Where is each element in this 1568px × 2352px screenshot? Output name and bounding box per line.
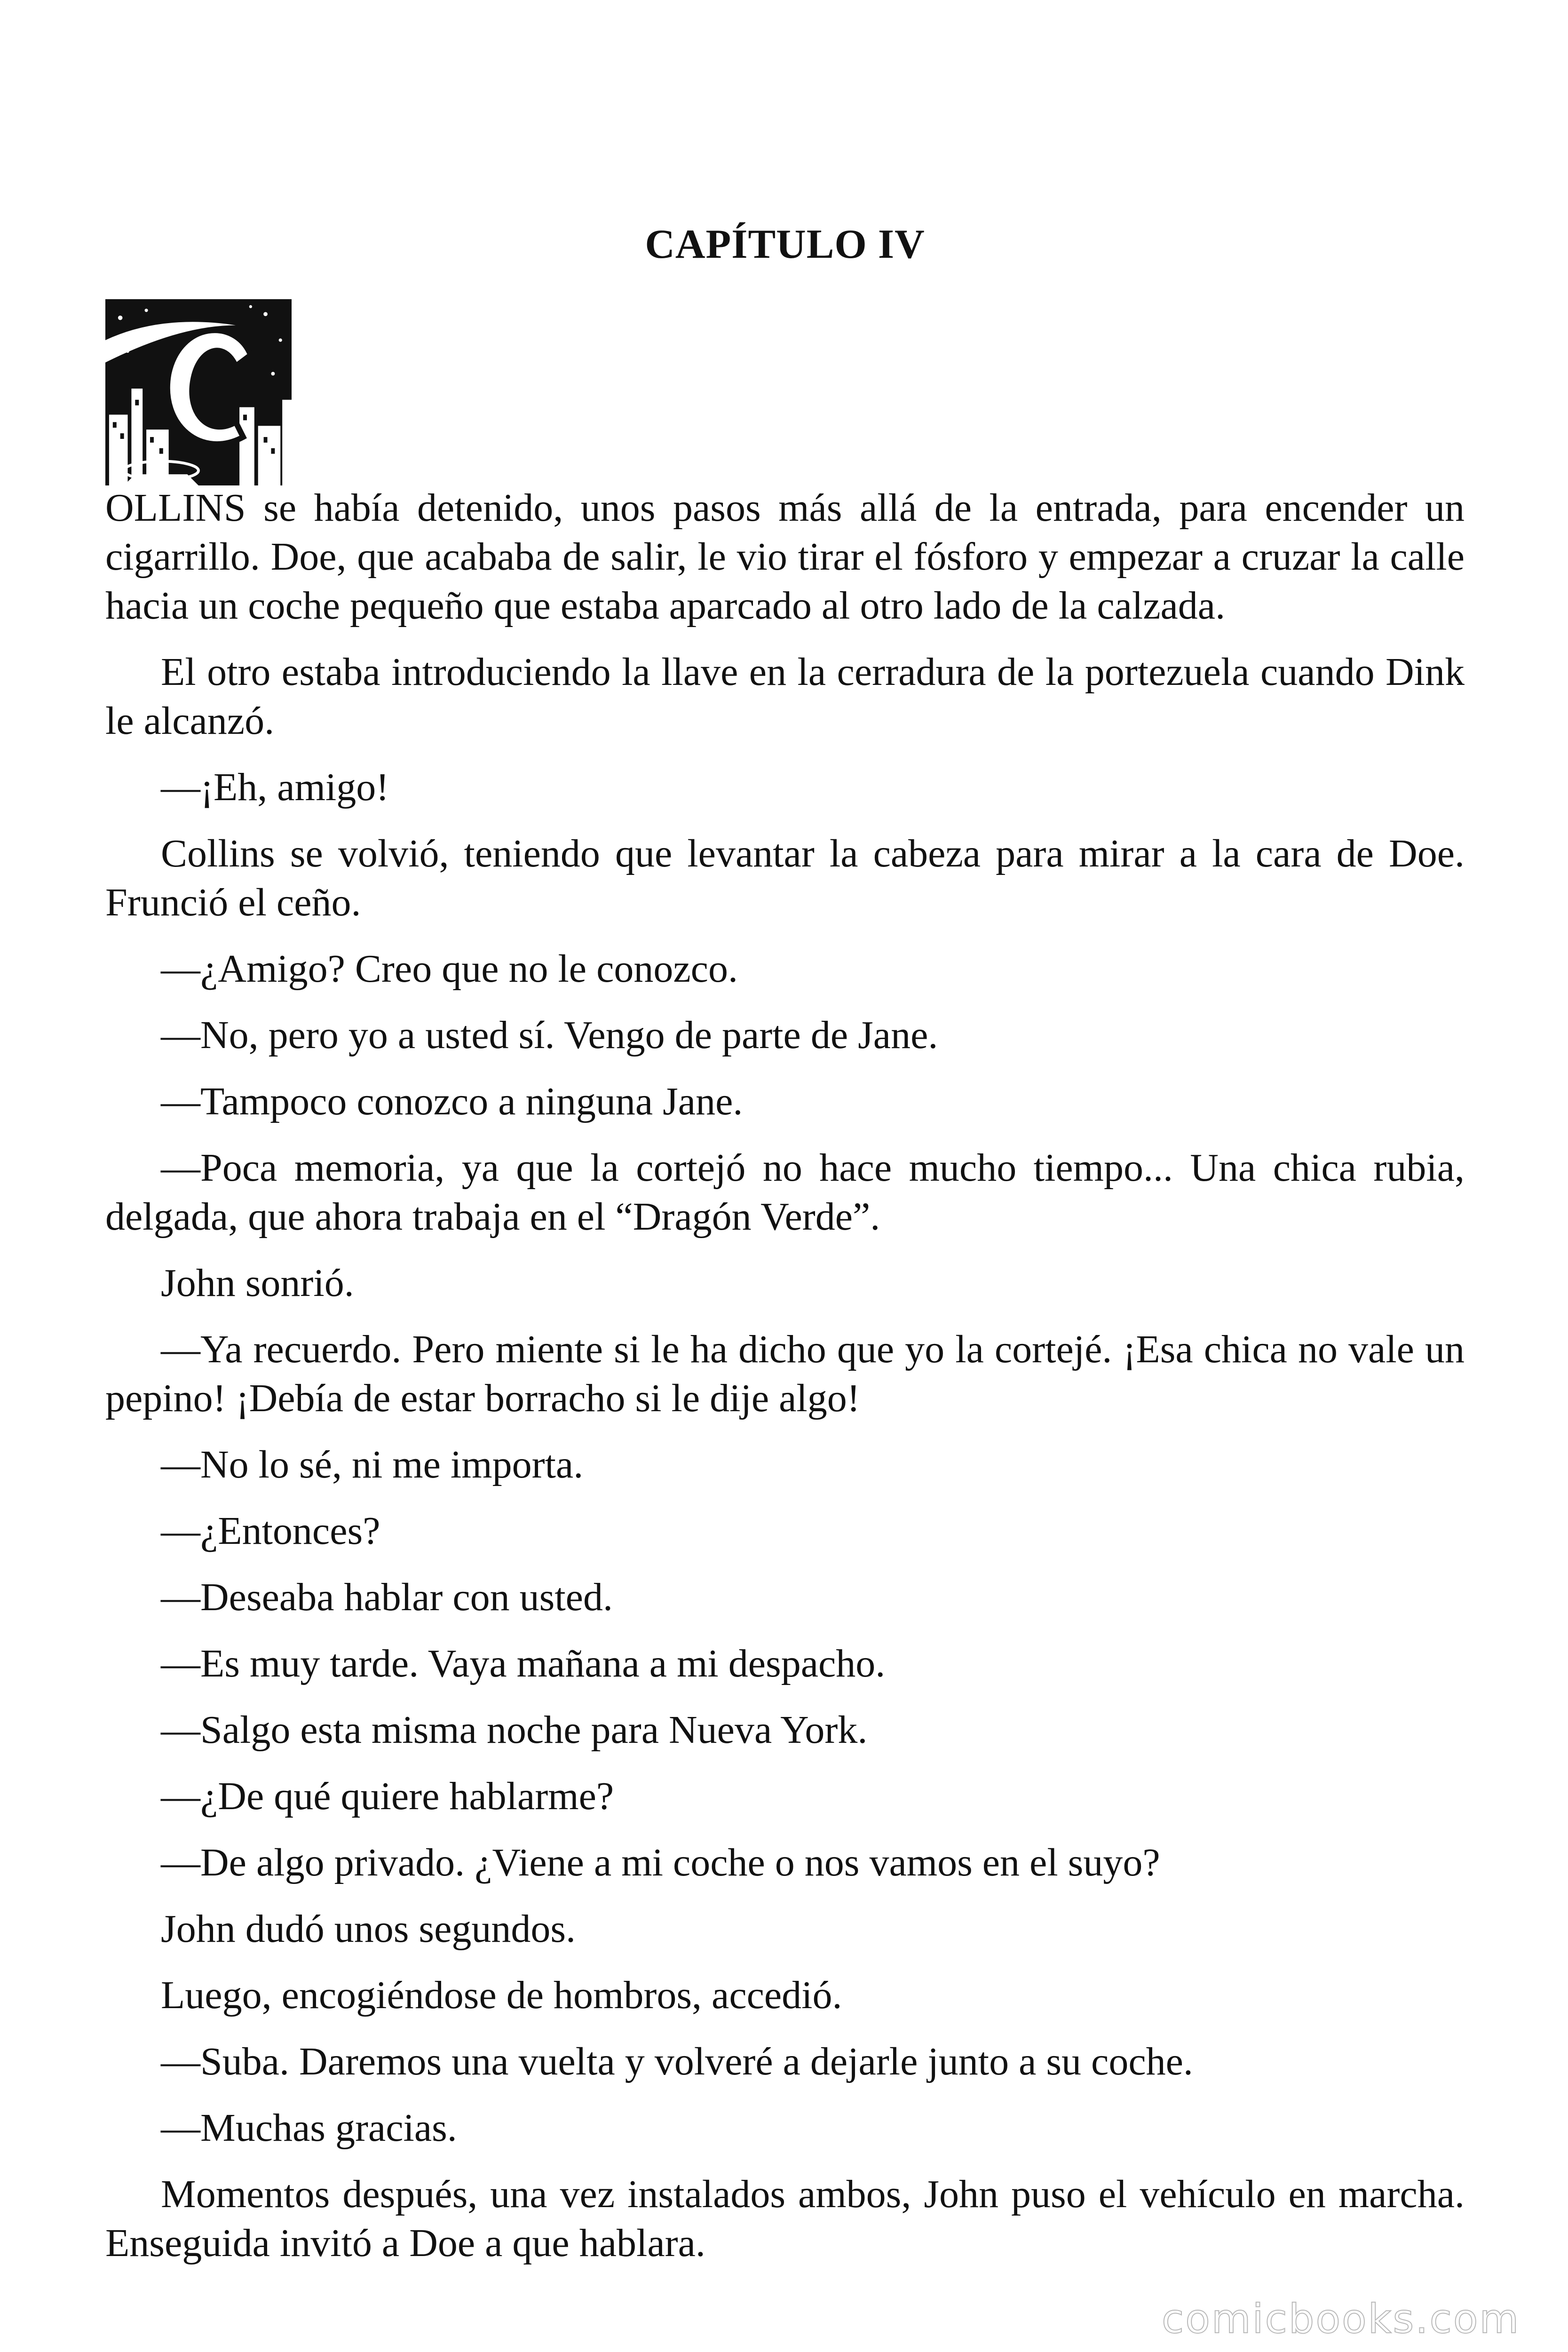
drop-cap-c-icon: [105, 299, 292, 485]
chapter-body: [105, 484, 1465, 2285]
paragraph: Momentos después, una vez instalados ambos, John puso el vehículo en marcha. Enseguida invitó a Doe a que hablara.: [105, 2172, 1465, 2265]
paragraph: El otro estaba introduciendo la llave en la cerradura de la portezuela cuando Dink le alcanzó.: [105, 650, 1465, 743]
paragraph: —Tampoco conozco a ninguna Jane.: [161, 1080, 743, 1123]
paragraph: OLLINS se había detenido, unos pasos más allá de la entrada, para encender un cigarrillo. Doe, que acababa de salir, le vio tirar el fósforo y empezar a cruzar la calle hacia un coche pequeño que estaba aparcado al otro lado de la calzada.: [105, 486, 1465, 628]
paragraph: John sonrió.: [161, 1261, 354, 1305]
paragraph: —No, pero yo a usted sí. Vengo de parte de Jane.: [161, 1013, 938, 1057]
paragraph: —Ya recuerdo. Pero miente si le ha dicho que yo la cortejé. ¡Esa chica no vale un pepino! ¡Debía de estar borracho si le dije algo!: [105, 1327, 1465, 1420]
paragraph: —¿Entonces?: [161, 1509, 380, 1553]
paragraph: Luego, encogiéndose de hombros, accedió.: [161, 1973, 842, 2017]
paragraph: —Salgo esta misma noche para Nueva York.: [161, 1708, 868, 1752]
watermark: comicbooks.com: [1162, 2296, 1520, 2343]
paragraph: —Muchas gracias.: [161, 2106, 457, 2150]
paragraph: —¿Amigo? Creo que no le conozco.: [161, 947, 738, 991]
paragraph: —Poca memoria, ya que la cortejó no hace mucho tiempo... Una chica rubia, delgada, que ahora trabaja en el “Dragón Verde”.: [105, 1146, 1465, 1239]
paragraph: John dudó unos segundos.: [161, 1907, 576, 1951]
drop-cap-illustration: [105, 299, 292, 485]
paragraph: —¿De qué quiere hablarme?: [161, 1774, 614, 1818]
paragraph: —¡Eh, amigo!: [161, 765, 389, 809]
paragraph: —Deseaba hablar con usted.: [161, 1575, 613, 1619]
chapter-title: CAPÍTULO IV: [645, 221, 925, 267]
paragraph: —De algo privado. ¿Viene a mi coche o nos vamos en el suyo?: [161, 1841, 1160, 1884]
paragraph: Collins se volvió, teniendo que levantar la cabeza para mirar a la cara de Doe. Frunció el ceño.: [105, 832, 1465, 924]
paragraph: —No lo sé, ni me importa.: [161, 1443, 584, 1486]
paragraph: —Es muy tarde. Vaya mañana a mi despacho.: [161, 1642, 886, 1685]
paragraph: —Suba. Daremos una vuelta y volveré a dejarle junto a su coche.: [161, 2040, 1193, 2083]
